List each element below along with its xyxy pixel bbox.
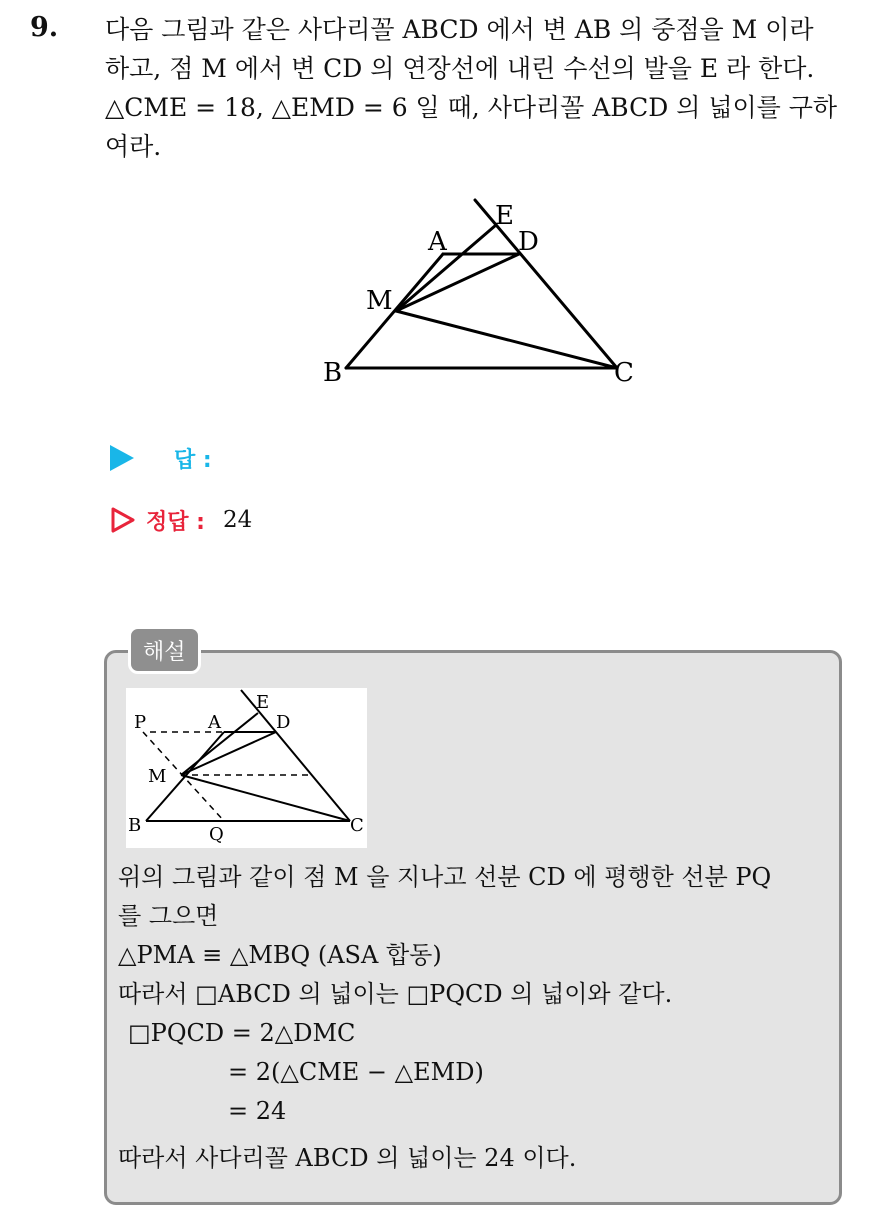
solution-conclusion: 따라서 사다리꼴 ABCD 의 넓이는 24 이다. bbox=[118, 1144, 577, 1172]
correct-answer-value: 24 bbox=[222, 507, 253, 533]
label-d: D bbox=[518, 227, 539, 257]
solution-equation: □PQCD = 2△DMC bbox=[128, 1019, 356, 1047]
label-a: A bbox=[428, 227, 447, 257]
question-line: 여라. bbox=[105, 132, 162, 161]
segment-mc bbox=[396, 311, 617, 368]
trapezoid-figure bbox=[310, 190, 650, 400]
sol-segment-md bbox=[181, 732, 276, 775]
segment-md bbox=[396, 254, 519, 311]
sol-label-e: E bbox=[256, 692, 270, 713]
sol-label-p: P bbox=[134, 712, 147, 733]
sol-label-c: C bbox=[350, 815, 364, 836]
answer-label: 답 : bbox=[174, 447, 212, 473]
sol-segment-mc bbox=[181, 775, 350, 821]
answer-row bbox=[110, 438, 212, 478]
question-text bbox=[105, 10, 865, 166]
solution-line: 따라서 □ABCD 의 넓이는 □PQCD 의 넓이와 같다. bbox=[118, 980, 673, 1008]
question-number: 9. bbox=[30, 12, 59, 43]
sol-label-b: B bbox=[128, 815, 142, 836]
sol-label-a: A bbox=[208, 712, 221, 733]
question-line: △CME = 18, △EMD = 6 일 때, 사다리꼴 ABCD 의 넓이를 구하 bbox=[105, 93, 838, 122]
correct-answer-label: 정답 : bbox=[146, 509, 205, 535]
sol-label-q: Q bbox=[209, 824, 224, 845]
sol-label-m: M bbox=[148, 766, 167, 787]
outline-arrow-icon bbox=[110, 506, 136, 534]
solution-line: 를 그으면 bbox=[118, 902, 219, 930]
question-line: 다음 그림과 같은 사다리꼴 ABCD 에서 변 AB 의 중점을 M 이라 bbox=[105, 15, 814, 44]
solution-tab: 해설 bbox=[128, 626, 201, 674]
question-line: 하고, 점 M 에서 변 CD 의 연장선에 내린 수선의 발을 E 라 한다. bbox=[105, 54, 815, 83]
sol-label-d: D bbox=[276, 712, 291, 733]
label-m: M bbox=[366, 286, 393, 316]
label-e: E bbox=[495, 201, 514, 231]
solution-equation: = 2(△CME − △EMD) bbox=[228, 1058, 484, 1086]
correct-answer-row bbox=[110, 500, 252, 540]
solution-equation: = 24 bbox=[228, 1097, 287, 1125]
solution-text bbox=[118, 858, 830, 1178]
solution-figure bbox=[126, 688, 367, 848]
play-arrow-icon bbox=[110, 445, 134, 471]
label-b: B bbox=[323, 358, 343, 388]
label-c: C bbox=[614, 358, 634, 388]
solution-line: 위의 그림과 같이 점 M 을 지나고 선분 CD 에 평행한 선분 PQ bbox=[118, 863, 772, 891]
solution-line: △PMA ≡ △MBQ (ASA 합동) bbox=[118, 941, 442, 969]
